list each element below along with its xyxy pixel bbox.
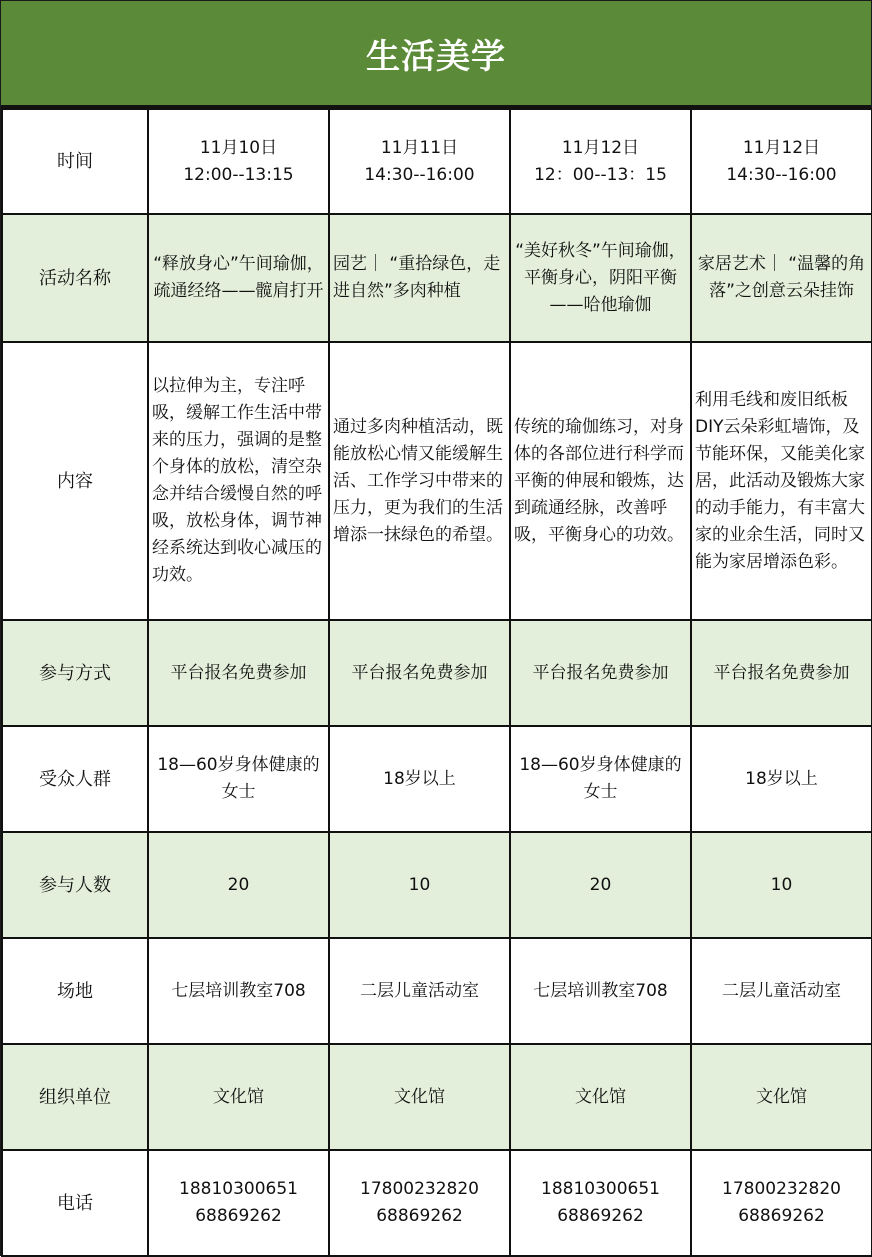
time-range-text: 14:30--16:00: [364, 164, 475, 185]
activity-name-cell: 家居艺术｜ “温馨的角落”之创意云朵挂饰: [691, 214, 872, 342]
row-time: [2, 109, 872, 214]
audience-cell: 18—60岁身体健康的女士: [510, 726, 691, 832]
count-cell: 10: [329, 832, 510, 938]
venue-cell: 二层儿童活动室: [329, 938, 510, 1044]
method-cell: 平台报名免费参加: [510, 620, 691, 726]
row-label-activity-name: 活动名称: [2, 214, 148, 342]
time-cell: [148, 109, 329, 214]
audience-cell: 18—60岁身体健康的女士: [148, 726, 329, 832]
venue-cell: 七层培训教室708: [148, 938, 329, 1044]
row-label-time: 时间: [2, 109, 148, 214]
mobile-number: 18810300651: [179, 1179, 298, 1199]
row-organizer: [2, 1044, 872, 1150]
method-cell: 平台报名免费参加: [691, 620, 872, 726]
schedule-table: [1, 108, 872, 1257]
venue-cell: 二层儿童活动室: [691, 938, 872, 1044]
content-cell: 通过多肉种植活动，既能放松心情又能缓解生活、工作学习中带来的压力，更为我们的生活增添一抹绿色的希望。: [329, 342, 510, 620]
count-cell: 20: [148, 832, 329, 938]
mobile-number: 17800232820: [360, 1179, 479, 1199]
time-cell: [691, 109, 872, 214]
time-range-text: 12：00--13：15: [534, 164, 667, 185]
content-cell: 利用毛线和废旧纸板DIY云朵彩虹墙饰，及节能环保，又能美化家居，此活动及锻炼大家的动手能力，有丰富大家的业余生活，同时又能为家居增添色彩。: [691, 342, 872, 620]
date-text: 11月12日: [742, 137, 821, 158]
row-method: [2, 620, 872, 726]
row-venue: [2, 938, 872, 1044]
date-text: 11月10日: [199, 137, 278, 158]
count-cell: 20: [510, 832, 691, 938]
landline-number: 68869262: [376, 1206, 463, 1226]
row-label-count: 参与人数: [2, 832, 148, 938]
method-cell: 平台报名免费参加: [329, 620, 510, 726]
landline-number: 68869262: [557, 1206, 644, 1226]
method-cell: 平台报名免费参加: [148, 620, 329, 726]
audience-cell: 18岁以上: [691, 726, 872, 832]
organizer-cell: 文化馆: [510, 1044, 691, 1150]
phone-cell: [691, 1150, 872, 1256]
row-label-content: 内容: [2, 342, 148, 620]
landline-number: 68869262: [195, 1206, 282, 1226]
title-bar: [1, 1, 871, 108]
phone-cell: [510, 1150, 691, 1256]
organizer-cell: 文化馆: [148, 1044, 329, 1150]
row-label-venue: 场地: [2, 938, 148, 1044]
content-cell: 传统的瑜伽练习，对身体的各部位进行科学而平衡的伸展和锻炼，达到疏通经脉，改善呼吸，平衡身心的功效。: [510, 342, 691, 620]
landline-number: 68869262: [738, 1206, 825, 1226]
audience-cell: 18岁以上: [329, 726, 510, 832]
page-title: 生活美学: [366, 36, 506, 77]
date-text: 11月11日: [380, 137, 459, 158]
organizer-cell: 文化馆: [691, 1044, 872, 1150]
time-cell: [510, 109, 691, 214]
activity-name-cell: “释放身心”午间瑜伽，疏通经络——髋肩打开: [148, 214, 329, 342]
organizer-cell: 文化馆: [329, 1044, 510, 1150]
row-label-audience: 受众人群: [2, 726, 148, 832]
time-range-text: 12:00--13:15: [183, 164, 294, 185]
content-cell: 以拉伸为主，专注呼吸，缓解工作生活中带来的压力，强调的是整个身体的放松，清空杂念并结合缓慢自然的呼吸，放松身体，调节神经系统达到收心减压的功效。: [148, 342, 329, 620]
phone-cell: [148, 1150, 329, 1256]
phone-cell: [329, 1150, 510, 1256]
activity-name-cell: “美好秋冬”午间瑜伽，平衡身心，阴阳平衡——哈他瑜伽: [510, 214, 691, 342]
time-range-text: 14:30--16:00: [726, 164, 837, 185]
venue-cell: 七层培训教室708: [510, 938, 691, 1044]
row-label-organizer: 组织单位: [2, 1044, 148, 1150]
row-audience: [2, 726, 872, 832]
row-label-phone: 电话: [2, 1150, 148, 1256]
mobile-number: 17800232820: [722, 1179, 841, 1199]
row-count: [2, 832, 872, 938]
row-activity-name: [2, 214, 872, 342]
time-cell: [329, 109, 510, 214]
count-cell: 10: [691, 832, 872, 938]
activity-name-cell: 园艺｜ “重拾绿色，走进自然”多肉种植: [329, 214, 510, 342]
mobile-number: 18810300651: [541, 1179, 660, 1199]
row-content: [2, 342, 872, 620]
row-label-method: 参与方式: [2, 620, 148, 726]
date-text: 11月12日: [561, 137, 640, 158]
row-phone: [2, 1150, 872, 1256]
